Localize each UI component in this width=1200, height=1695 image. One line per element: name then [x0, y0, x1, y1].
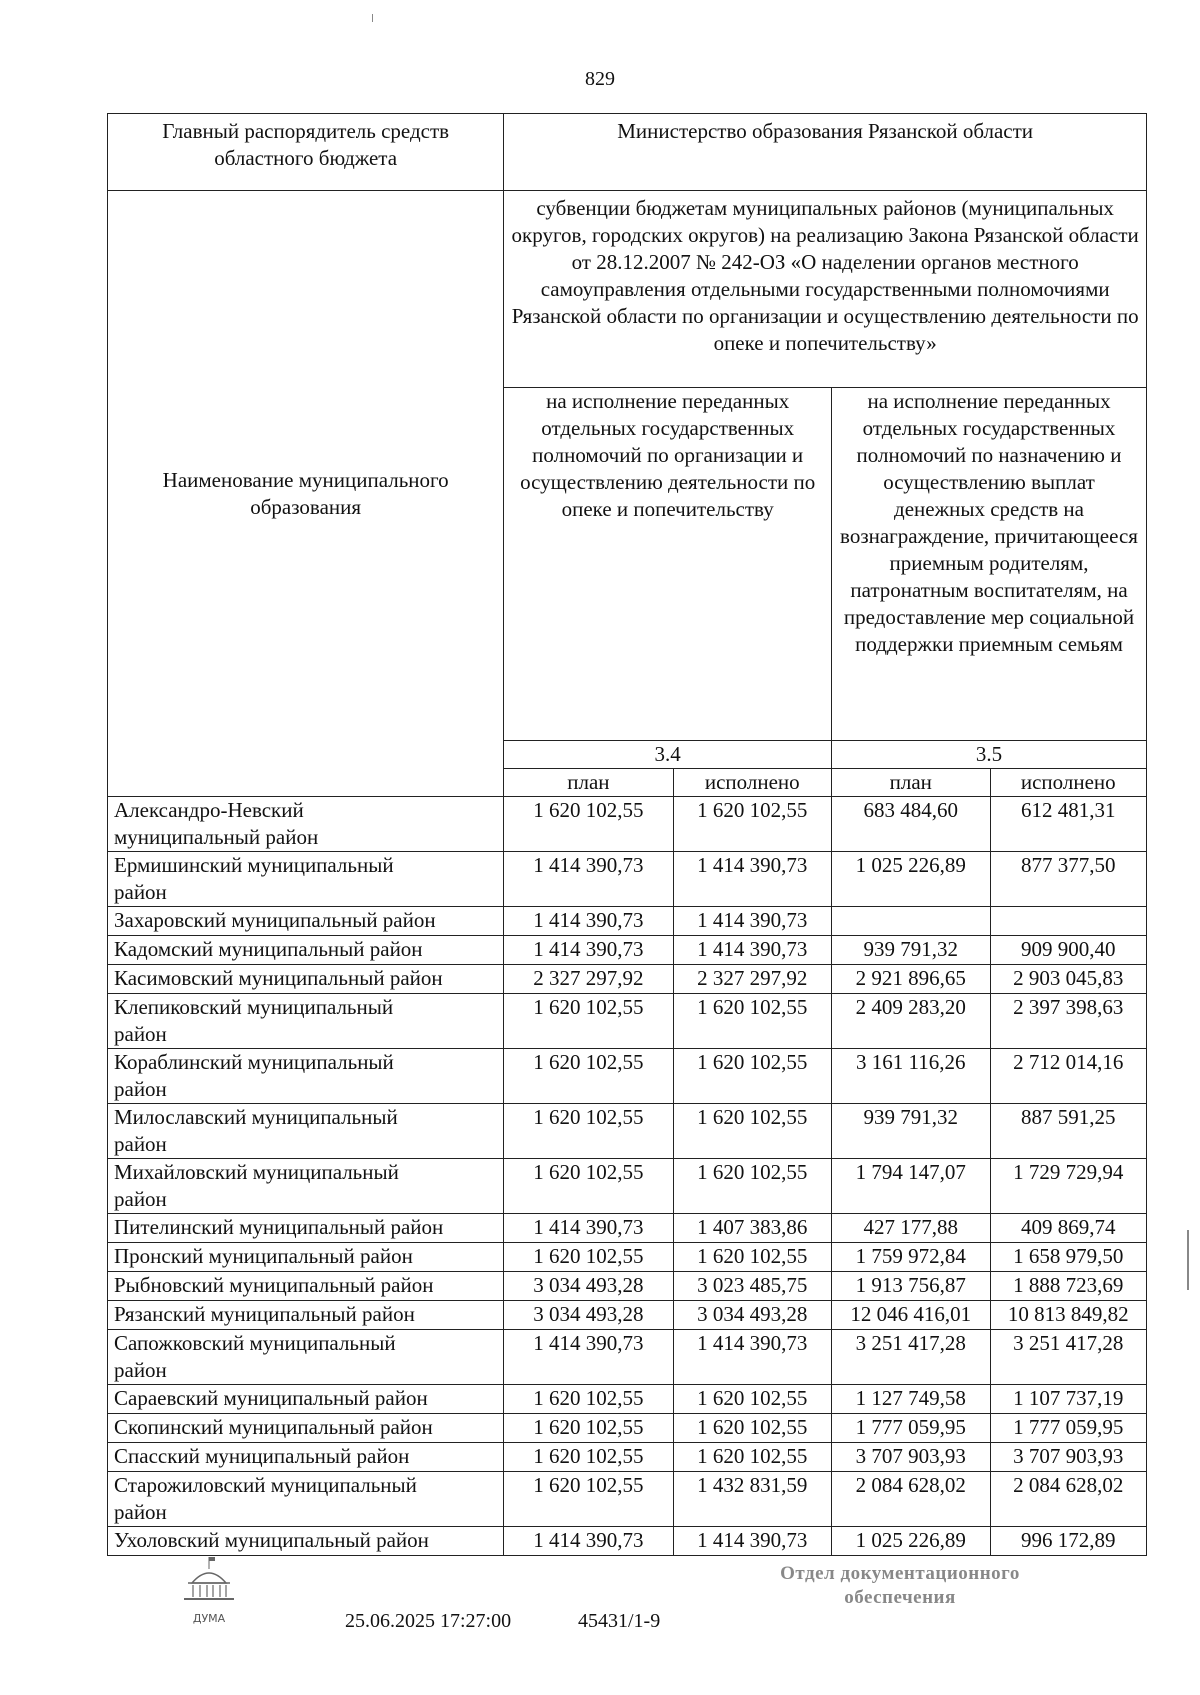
table-row [108, 1472, 1147, 1527]
duma-logo [178, 1555, 240, 1625]
timestamp: 25.06.2025 17:27:00 [345, 1610, 512, 1632]
plan-header: план [832, 769, 991, 797]
municipality-name-line-1: Кадомский муниципальный район [114, 937, 423, 961]
table-row [108, 797, 1147, 852]
plan-3-5-value: 2 084 628,02 [832, 1472, 991, 1527]
municipality-name [108, 1243, 504, 1272]
plan-3-5-value: 1 913 756,87 [832, 1272, 991, 1301]
municipality-name [108, 965, 504, 994]
table-row [108, 1049, 1147, 1104]
plan-3-5-value: 3 251 417,28 [832, 1330, 991, 1385]
executed-header: исполнено [673, 769, 832, 797]
municipality-name-line-1: Захаровский муниципальный район [114, 908, 436, 932]
plan-3-5-value: 1 794 147,07 [832, 1159, 991, 1214]
executed-3-5-value: 909 900,40 [990, 936, 1146, 965]
table-row [108, 1301, 1147, 1330]
executed-3-5-value: 887 591,25 [990, 1104, 1146, 1159]
executed-3-5-value: 1 658 979,50 [990, 1243, 1146, 1272]
executed-3-4-value: 1 620 102,55 [673, 1385, 832, 1414]
plan-3-5-value: 2 921 896,65 [832, 965, 991, 994]
table-row [108, 994, 1147, 1049]
document-code: 45431/1-9 [578, 1610, 661, 1632]
municipality-name-line-1: Сараевский муниципальный район [114, 1386, 428, 1410]
municipality-name [108, 1272, 504, 1301]
executed-3-5-value [990, 907, 1146, 936]
executed-3-4-value: 1 620 102,55 [673, 1443, 832, 1472]
executed-3-4-value: 1 620 102,55 [673, 1104, 832, 1159]
table-row [108, 1243, 1147, 1272]
plan-3-5-value [832, 907, 991, 936]
municipality-name-line-1: Кораблинский муниципальный [114, 1050, 394, 1074]
table-row [108, 1414, 1147, 1443]
municipality-name [108, 1214, 504, 1243]
executed-3-4-value: 1 620 102,55 [673, 1414, 832, 1443]
executed-3-5-value: 612 481,31 [990, 797, 1146, 852]
table-row [108, 1272, 1147, 1301]
table-row [108, 1159, 1147, 1214]
municipality-name [108, 1443, 504, 1472]
budget-table [107, 113, 1147, 1556]
plan-3-4-value: 1 620 102,55 [504, 797, 673, 852]
plan-3-5-value: 1 777 059,95 [832, 1414, 991, 1443]
plan-3-4-value: 1 620 102,55 [504, 1414, 673, 1443]
municipality-name-line-1: Михайловский муниципальный [114, 1160, 399, 1184]
municipality-name [108, 1385, 504, 1414]
municipality-name-line-2: район [114, 1132, 167, 1156]
plan-3-5-value: 683 484,60 [832, 797, 991, 852]
plan-3-4-value: 1 620 102,55 [504, 1049, 673, 1104]
plan-3-5-value: 427 177,88 [832, 1214, 991, 1243]
municipality-name-line-2: район [114, 880, 167, 904]
executed-3-4-value: 1 414 390,73 [673, 852, 832, 907]
municipality-name-line-1: Александро-Невский [114, 798, 304, 822]
municipality-name-line-1: Скопинский муниципальный район [114, 1415, 433, 1439]
executed-3-4-value: 1 620 102,55 [673, 994, 832, 1049]
executed-3-4-value: 1 432 831,59 [673, 1472, 832, 1527]
table-body [108, 797, 1147, 1556]
plan-3-5-value: 939 791,32 [832, 936, 991, 965]
municipality-name [108, 1414, 504, 1443]
executed-3-5-value: 877 377,50 [990, 852, 1146, 907]
executed-3-4-value: 1 620 102,55 [673, 1243, 832, 1272]
municipality-name-line-1: Пителинский муниципальный район [114, 1215, 444, 1239]
logo-text: ДУМА [192, 1612, 226, 1625]
plan-3-4-value: 2 327 297,92 [504, 965, 673, 994]
executed-3-4-value: 1 414 390,73 [673, 907, 832, 936]
plan-3-5-value: 1 025 226,89 [832, 852, 991, 907]
plan-3-4-value: 1 620 102,55 [504, 1243, 673, 1272]
municipality-name-line-1: Старожиловский муниципальный [114, 1473, 417, 1497]
plan-3-4-value: 1 414 390,73 [504, 936, 673, 965]
page-number: 829 [585, 68, 615, 90]
column-3-4-title: на исполнение переданных отдельных государственных полномочий по организации и осуществлению деятельности по опеке и попечительству [504, 388, 832, 741]
municipality-name-line-2: район [114, 1022, 167, 1046]
scan-edge-mark [1187, 1230, 1189, 1290]
table-row [108, 936, 1147, 965]
plan-3-5-value: 1 127 749,58 [832, 1385, 991, 1414]
distributor-value: Министерство образования Рязанской области [504, 114, 1147, 191]
plan-3-4-value: 1 620 102,55 [504, 1385, 673, 1414]
table-row [108, 1214, 1147, 1243]
distributor-label: Главный распорядитель средств областного бюджета [108, 114, 504, 191]
executed-3-5-value: 3 251 417,28 [990, 1330, 1146, 1385]
plan-3-4-value: 1 620 102,55 [504, 1104, 673, 1159]
plan-3-4-value: 3 034 493,28 [504, 1301, 673, 1330]
executed-3-4-value: 1 620 102,55 [673, 1049, 832, 1104]
municipality-name-line-1: Ермишинский муниципальный [114, 853, 394, 877]
executed-3-5-value: 996 172,89 [990, 1527, 1146, 1556]
table-row [108, 1443, 1147, 1472]
municipality-name-line-1: Касимовский муниципальный район [114, 966, 443, 990]
municipality-name [108, 1049, 504, 1104]
municipality-name [108, 797, 504, 852]
plan-3-4-value: 1 620 102,55 [504, 1472, 673, 1527]
municipality-name [108, 1527, 504, 1556]
plan-3-5-value: 3 707 903,93 [832, 1443, 991, 1472]
executed-3-4-value: 3 034 493,28 [673, 1301, 832, 1330]
column-3-5-title: на исполнение переданных отдельных государственных полномочий по назначению и осуществлению выплат денежных средств на вознаграждение, причитающееся приемным родителям, патронатным воспитателям, на предоставление мер социальной поддержки приемным семьям [832, 388, 1147, 741]
municipality-name [108, 1104, 504, 1159]
scan-dot-mark [372, 14, 373, 22]
municipality-name-line-1: Милославский муниципальный [114, 1105, 398, 1129]
executed-3-5-value: 1 729 729,94 [990, 1159, 1146, 1214]
executed-3-5-value: 1 888 723,69 [990, 1272, 1146, 1301]
executed-3-4-value: 3 023 485,75 [673, 1272, 832, 1301]
municipality-name [108, 1330, 504, 1385]
municipality-name-line-2: район [114, 1500, 167, 1524]
executed-3-5-value: 1 107 737,19 [990, 1385, 1146, 1414]
executed-3-4-value: 1 407 383,86 [673, 1214, 832, 1243]
executed-3-4-value: 1 414 390,73 [673, 1527, 832, 1556]
table-row [108, 1330, 1147, 1385]
plan-header: план [504, 769, 673, 797]
plan-3-5-value: 939 791,32 [832, 1104, 991, 1159]
table-row [108, 907, 1147, 936]
municipality-name-line-2: район [114, 1077, 167, 1101]
executed-3-5-value: 2 397 398,63 [990, 994, 1146, 1049]
plan-3-4-value: 1 620 102,55 [504, 1443, 673, 1472]
plan-3-5-value: 3 161 116,26 [832, 1049, 991, 1104]
executed-3-5-value: 3 707 903,93 [990, 1443, 1146, 1472]
executed-3-5-value: 2 712 014,16 [990, 1049, 1146, 1104]
municipality-name [108, 1159, 504, 1214]
plan-3-4-value: 1 620 102,55 [504, 1159, 673, 1214]
table-row [108, 1104, 1147, 1159]
municipality-name-line-1: Пронский муниципальный район [114, 1244, 413, 1268]
municipality-name-line-1: Сапожковский муниципальный [114, 1331, 396, 1355]
table-row [108, 1527, 1147, 1556]
executed-3-4-value: 1 414 390,73 [673, 936, 832, 965]
municipality-name [108, 994, 504, 1049]
plan-3-5-value: 12 046 416,01 [832, 1301, 991, 1330]
plan-3-5-value: 1 025 226,89 [832, 1527, 991, 1556]
municipality-name-line-1: Ухоловский муниципальный район [114, 1528, 429, 1552]
executed-3-4-value: 2 327 297,92 [673, 965, 832, 994]
plan-3-4-value: 1 414 390,73 [504, 1330, 673, 1385]
plan-3-4-value: 1 414 390,73 [504, 1527, 673, 1556]
municipality-name [108, 1472, 504, 1527]
municipality-name [108, 936, 504, 965]
municipality-name-line-1: Рыбновский муниципальный район [114, 1273, 434, 1297]
municipality-name-line-1: Рязанский муниципальный район [114, 1302, 415, 1326]
municipality-name [108, 907, 504, 936]
executed-3-5-value: 1 777 059,95 [990, 1414, 1146, 1443]
plan-3-4-value: 3 034 493,28 [504, 1272, 673, 1301]
subvention-title: субвенции бюджетам муниципальных районов (муниципальных округов, городских округов) на реализацию Закона Рязанской области от 28.12.2007 № 242-ОЗ «О наделении органов местного самоуправления отдельными государственными полномочиями Рязанской области по организации и осуществлению деятельности по опеке и попечительству» [504, 191, 1147, 388]
municipality-name-line-2: муниципальный район [114, 825, 319, 849]
plan-3-4-value: 1 414 390,73 [504, 852, 673, 907]
plan-3-5-value: 1 759 972,84 [832, 1243, 991, 1272]
plan-3-5-value: 2 409 283,20 [832, 994, 991, 1049]
executed-3-4-value: 1 620 102,55 [673, 797, 832, 852]
table-row [108, 965, 1147, 994]
municipality-name-line-2: район [114, 1358, 167, 1382]
executed-3-5-value: 2 903 045,83 [990, 965, 1146, 994]
executed-3-4-value: 1 620 102,55 [673, 1159, 832, 1214]
executed-header: исполнено [990, 769, 1146, 797]
table-row [108, 852, 1147, 907]
stamp-line-2: обеспечения [844, 1587, 956, 1608]
municipality-name-line-1: Клепиковский муниципальный [114, 995, 394, 1019]
municipality-name [108, 1301, 504, 1330]
column-number-3-4: 3.4 [504, 741, 832, 769]
duma-building-icon [178, 1555, 240, 1607]
executed-3-5-value: 10 813 849,82 [990, 1301, 1146, 1330]
column-number-3-5: 3.5 [832, 741, 1147, 769]
executed-3-5-value: 2 084 628,02 [990, 1472, 1146, 1527]
plan-3-4-value: 1 414 390,73 [504, 907, 673, 936]
municipality-name-line-1: Спасский муниципальный район [114, 1444, 410, 1468]
executed-3-4-value: 1 414 390,73 [673, 1330, 832, 1385]
table-row [108, 1385, 1147, 1414]
municipality-name-line-2: район [114, 1187, 167, 1211]
plan-3-4-value: 1 620 102,55 [504, 994, 673, 1049]
department-stamp [735, 1562, 1065, 1610]
municipality-name-header: Наименование муниципального образования [108, 191, 504, 797]
executed-3-5-value: 409 869,74 [990, 1214, 1146, 1243]
municipality-name [108, 852, 504, 907]
stamp-line-1: Отдел документационного [780, 1563, 1020, 1584]
plan-3-4-value: 1 414 390,73 [504, 1214, 673, 1243]
